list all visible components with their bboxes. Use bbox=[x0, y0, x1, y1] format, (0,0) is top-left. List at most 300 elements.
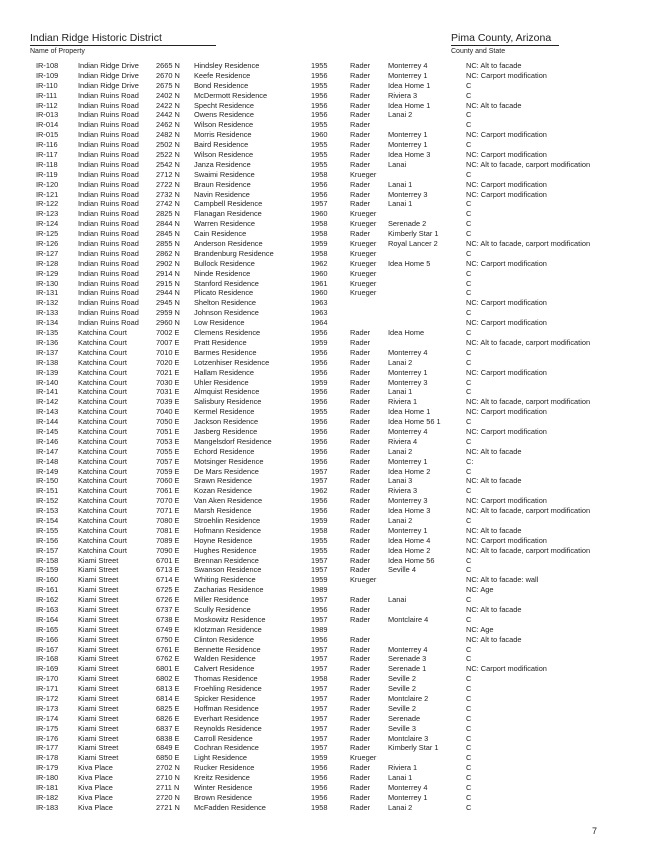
street-number: 7080 E bbox=[156, 515, 180, 525]
year-built: 1955 bbox=[311, 150, 328, 160]
property-id: IR-144 bbox=[36, 417, 59, 427]
property-name-cell: Salisbury Residence bbox=[194, 397, 262, 407]
model: Riviera 3 bbox=[388, 90, 418, 100]
property-name-cell: Jasberg Residence bbox=[194, 426, 258, 436]
builder: Rader bbox=[350, 150, 371, 160]
model: Riviera 4 bbox=[388, 436, 418, 446]
street-number: 7055 E bbox=[156, 446, 180, 456]
street-number: 7089 E bbox=[156, 535, 180, 545]
model: Lanai 1 bbox=[388, 179, 413, 189]
builder: Krueger bbox=[350, 239, 377, 249]
street: Indian Ruins Road bbox=[78, 308, 139, 318]
street: Katchina Court bbox=[78, 456, 127, 466]
contributing-status: C bbox=[466, 684, 472, 694]
street-number: 7020 E bbox=[156, 357, 180, 367]
street: Katchina Court bbox=[78, 545, 127, 555]
street-number: 2675 N bbox=[156, 80, 180, 90]
year-built: 1959 bbox=[311, 575, 328, 585]
property-name-cell: Zacharias Residence bbox=[194, 585, 264, 595]
property-name-cell: Baird Residence bbox=[194, 140, 249, 150]
contributing-status: C bbox=[466, 417, 472, 427]
model: Monterrey 1 bbox=[388, 367, 428, 377]
street: Indian Ruins Road bbox=[78, 159, 139, 169]
builder: Krueger bbox=[350, 219, 377, 229]
street-number: 7040 E bbox=[156, 407, 180, 417]
property-name-cell: Walden Residence bbox=[194, 654, 256, 664]
year-built: 1958 bbox=[311, 525, 328, 535]
property-name-cell: Rucker Residence bbox=[194, 763, 255, 773]
builder: Rader bbox=[350, 466, 371, 476]
property-id: IR-162 bbox=[36, 595, 59, 605]
model: Lanai 3 bbox=[388, 476, 413, 486]
contributing-status: NC: Carport modification bbox=[466, 258, 547, 268]
street-number: 6802 E bbox=[156, 674, 180, 684]
street-number: 6762 E bbox=[156, 654, 180, 664]
property-id: IR-015 bbox=[36, 130, 59, 140]
street: Kiami Street bbox=[78, 684, 119, 694]
year-built: 1989 bbox=[311, 624, 328, 634]
year-built: 1964 bbox=[311, 318, 328, 328]
contributing-status: C bbox=[466, 209, 472, 219]
property-id: IR-116 bbox=[36, 140, 58, 150]
property-header bbox=[30, 32, 216, 57]
property-id: IR-135 bbox=[36, 328, 59, 338]
property-id: IR-124 bbox=[36, 219, 59, 229]
year-built: 1957 bbox=[311, 703, 328, 713]
year-built: 1956 bbox=[311, 70, 328, 80]
property-id: IR-167 bbox=[36, 644, 59, 654]
model: Riviera 1 bbox=[388, 397, 418, 407]
model: Montclaire 3 bbox=[388, 733, 429, 743]
contributing-status: NC: Carport modification bbox=[466, 179, 547, 189]
contributing-status: C bbox=[466, 723, 472, 733]
street-number: 6825 E bbox=[156, 703, 180, 713]
model: Lanai bbox=[388, 595, 407, 605]
property-id: IR-179 bbox=[36, 763, 59, 773]
builder: Rader bbox=[350, 229, 371, 239]
year-built: 1962 bbox=[311, 486, 328, 496]
property-id: IR-132 bbox=[36, 298, 59, 308]
street-number: 2665 N bbox=[156, 61, 180, 70]
street: Kiami Street bbox=[78, 575, 119, 585]
street-number: 2442 N bbox=[156, 110, 180, 120]
builder: Krueger bbox=[350, 258, 377, 268]
street: Indian Ruins Road bbox=[78, 229, 139, 239]
contributing-status: NC: Alt to facade bbox=[466, 100, 522, 110]
county-state-label: County and State bbox=[451, 48, 506, 55]
model: Monterrey 1 bbox=[388, 456, 428, 466]
property-name-cell: Barmes Residence bbox=[194, 347, 257, 357]
model: Idea Home 2 bbox=[388, 545, 431, 555]
builder: Rader bbox=[350, 604, 371, 614]
model: Idea Home 5 bbox=[388, 258, 431, 268]
year-built: 1956 bbox=[311, 792, 328, 802]
builder: Rader bbox=[350, 130, 371, 140]
street: Kiami Street bbox=[78, 624, 119, 634]
street-number: 2422 N bbox=[156, 100, 180, 110]
contributing-status: C bbox=[466, 703, 472, 713]
model: Idea Home 3 bbox=[388, 506, 431, 516]
property-name-cell: Moskowitz Residence bbox=[194, 614, 266, 624]
year-built: 1956 bbox=[311, 387, 328, 397]
street: Indian Ruins Road bbox=[78, 258, 139, 268]
builder: Rader bbox=[350, 555, 371, 565]
contributing-status: NC: Alt to facade, carport modification bbox=[466, 239, 591, 249]
street-number: 2722 N bbox=[156, 179, 180, 189]
year-built: 1956 bbox=[311, 417, 328, 427]
year-built: 1957 bbox=[311, 565, 328, 575]
street: Indian Ruins Road bbox=[78, 130, 139, 140]
property-id: IR-175 bbox=[36, 723, 59, 733]
year-built: 1956 bbox=[311, 179, 328, 189]
property-name-cell: Klotzman Residence bbox=[194, 624, 262, 634]
model: Lanai 1 bbox=[388, 773, 413, 783]
street: Katchina Court bbox=[78, 466, 127, 476]
street-number: 2721 N bbox=[156, 802, 180, 812]
property-id: IR-169 bbox=[36, 664, 59, 674]
contributing-status: NC: Alt to facade bbox=[466, 525, 522, 535]
builder: Rader bbox=[350, 140, 371, 150]
contributing-status: C bbox=[466, 436, 472, 446]
contributing-status: C bbox=[466, 466, 472, 476]
property-id: IR-108 bbox=[36, 61, 59, 70]
model: Monterrey 4 bbox=[388, 644, 428, 654]
contributing-status: C bbox=[466, 80, 472, 90]
street-number: 6801 E bbox=[156, 664, 180, 674]
builder: Rader bbox=[350, 486, 371, 496]
year-built: 1956 bbox=[311, 634, 328, 644]
page-number: 7 bbox=[592, 826, 598, 836]
contributing-status: NC: Alt to facade bbox=[466, 604, 522, 614]
street-number: 2742 N bbox=[156, 199, 180, 209]
model: Montclaire 2 bbox=[388, 694, 429, 703]
property-id: IR-129 bbox=[36, 268, 59, 278]
model: Monterrey 3 bbox=[388, 496, 428, 506]
street: Katchina Court bbox=[78, 426, 127, 436]
street-number: 6713 E bbox=[156, 565, 180, 575]
street-number: 6701 E bbox=[156, 555, 180, 565]
street-number: 2522 N bbox=[156, 150, 180, 160]
year-built: 1960 bbox=[311, 268, 328, 278]
contributing-status: C bbox=[466, 308, 472, 318]
year-built: 1989 bbox=[311, 585, 328, 595]
year-built: 1959 bbox=[311, 753, 328, 763]
street-number: 7031 E bbox=[156, 387, 180, 397]
year-built: 1960 bbox=[311, 288, 328, 298]
contributing-status: NC: Age bbox=[466, 624, 494, 634]
builder: Krueger bbox=[350, 209, 377, 219]
property-name-cell: Marsh Residence bbox=[194, 506, 252, 516]
year-built: 1955 bbox=[311, 407, 328, 417]
property-id: IR-142 bbox=[36, 397, 59, 407]
year-built: 1957 bbox=[311, 684, 328, 694]
contributing-status: NC: Alt to facade bbox=[466, 634, 522, 644]
street-number: 2720 N bbox=[156, 792, 180, 802]
street-number: 2915 N bbox=[156, 278, 180, 288]
property-name-cell: Kreitz Residence bbox=[194, 773, 250, 783]
property-id: IR-126 bbox=[36, 239, 59, 249]
model: Idea Home 1 bbox=[388, 100, 431, 110]
builder: Rader bbox=[350, 476, 371, 486]
street: Kiami Street bbox=[78, 713, 119, 723]
builder: Krueger bbox=[350, 248, 377, 258]
street: Katchina Court bbox=[78, 367, 127, 377]
street-number: 6813 E bbox=[156, 684, 180, 694]
property-id: IR-130 bbox=[36, 278, 59, 288]
property-id: IR-161 bbox=[36, 585, 59, 595]
street-number: 6749 E bbox=[156, 624, 180, 634]
builder: Rader bbox=[350, 110, 371, 120]
contributing-status: NC: Alt to facade, carport modification bbox=[466, 337, 591, 347]
property-name-cell: Winter Residence bbox=[194, 783, 253, 793]
year-built: 1956 bbox=[311, 110, 328, 120]
contributing-status: C: bbox=[466, 456, 474, 466]
street-number: 2844 N bbox=[156, 219, 180, 229]
street-number: 6826 E bbox=[156, 713, 180, 723]
model: Seville 2 bbox=[388, 674, 416, 684]
street: Kiami Street bbox=[78, 674, 119, 684]
year-built: 1956 bbox=[311, 456, 328, 466]
street: Kiva Place bbox=[78, 783, 113, 793]
street-number: 2502 N bbox=[156, 140, 180, 150]
year-built: 1957 bbox=[311, 713, 328, 723]
builder: Rader bbox=[350, 644, 371, 654]
year-built: 1963 bbox=[311, 298, 328, 308]
contributing-status: C bbox=[466, 248, 472, 258]
model: Monterrey 4 bbox=[388, 347, 428, 357]
property-name-cell: Hughes Residence bbox=[194, 545, 257, 555]
street: Indian Ruins Road bbox=[78, 179, 139, 189]
builder: Krueger bbox=[350, 288, 377, 298]
property-name-cell: Cain Residence bbox=[194, 229, 247, 239]
model: Idea Home 3 bbox=[388, 150, 431, 160]
property-id: IR-152 bbox=[36, 496, 59, 506]
year-built: 1955 bbox=[311, 545, 328, 555]
builder: Rader bbox=[350, 387, 371, 397]
street-number: 2712 N bbox=[156, 169, 180, 179]
property-id: IR-151 bbox=[36, 486, 59, 496]
model: Lanai 2 bbox=[388, 446, 413, 456]
contributing-status: C bbox=[466, 802, 472, 812]
builder: Rader bbox=[350, 397, 371, 407]
property-id: IR-177 bbox=[36, 743, 59, 753]
contributing-status: C bbox=[466, 654, 472, 664]
builder: Rader bbox=[350, 426, 371, 436]
street-number: 6725 E bbox=[156, 585, 180, 595]
street-number: 7070 E bbox=[156, 496, 180, 506]
contributing-status: C bbox=[466, 753, 472, 763]
property-id: IR-168 bbox=[36, 654, 59, 664]
model: Idea Home 56 bbox=[388, 555, 435, 565]
model: Lanai 2 bbox=[388, 357, 413, 367]
builder: Rader bbox=[350, 773, 371, 783]
street-number: 7010 E bbox=[156, 347, 180, 357]
builder: Rader bbox=[350, 328, 371, 338]
property-id: IR-141 bbox=[36, 387, 59, 397]
contributing-status: NC: Alt to facade, carport modification bbox=[466, 159, 591, 169]
contributing-status: C bbox=[466, 387, 472, 397]
model: Seville 2 bbox=[388, 703, 416, 713]
street-number: 7002 E bbox=[156, 328, 180, 338]
year-built: 1959 bbox=[311, 239, 328, 249]
street-number: 6761 E bbox=[156, 644, 180, 654]
street-number: 7007 E bbox=[156, 337, 180, 347]
property-id: IR-134 bbox=[36, 318, 59, 328]
street-number: 2959 N bbox=[156, 308, 180, 318]
street: Indian Ruins Road bbox=[78, 150, 139, 160]
year-built: 1956 bbox=[311, 783, 328, 793]
property-id: IR-118 bbox=[36, 159, 58, 169]
year-built: 1957 bbox=[311, 199, 328, 209]
model: Monterrey 4 bbox=[388, 426, 428, 436]
contributing-status: C bbox=[466, 792, 472, 802]
street-number: 6714 E bbox=[156, 575, 180, 585]
builder: Rader bbox=[350, 713, 371, 723]
street: Katchina Court bbox=[78, 357, 127, 367]
contributing-status: C bbox=[466, 169, 472, 179]
county-header bbox=[451, 32, 559, 57]
contributing-status: C bbox=[466, 565, 472, 575]
builder: Rader bbox=[350, 61, 371, 70]
street-number: 7030 E bbox=[156, 377, 180, 387]
property-name-cell: Whiting Residence bbox=[194, 575, 256, 585]
year-built: 1956 bbox=[311, 189, 328, 199]
property-name-cell: Kermel Residence bbox=[194, 407, 255, 417]
property-name-cell: Hindsley Residence bbox=[194, 61, 260, 70]
contributing-status: C bbox=[466, 674, 472, 684]
builder: Rader bbox=[350, 446, 371, 456]
builder: Rader bbox=[350, 723, 371, 733]
builder: Rader bbox=[350, 347, 371, 357]
property-name-cell: Calvert Residence bbox=[194, 664, 255, 674]
property-name-cell: Wilson Residence bbox=[194, 150, 254, 160]
street: Indian Ruins Road bbox=[78, 169, 139, 179]
property-name-cell: Hallam Residence bbox=[194, 367, 254, 377]
property-id: IR-112 bbox=[36, 100, 58, 110]
property-name-cell: Brennan Residence bbox=[194, 555, 259, 565]
street: Kiami Street bbox=[78, 565, 119, 575]
year-built: 1955 bbox=[311, 159, 328, 169]
year-built: 1957 bbox=[311, 694, 328, 703]
street-number: 7060 E bbox=[156, 476, 180, 486]
property-name-cell: Bullock Residence bbox=[194, 258, 255, 268]
builder: Rader bbox=[350, 179, 371, 189]
builder: Rader bbox=[350, 743, 371, 753]
property-name-cell: Stroehlin Residence bbox=[194, 515, 261, 525]
year-built: 1960 bbox=[311, 209, 328, 219]
property-name-cell: Low Residence bbox=[194, 318, 245, 328]
builder: Rader bbox=[350, 802, 371, 812]
street-number: 7059 E bbox=[156, 466, 180, 476]
property-id: IR-163 bbox=[36, 604, 59, 614]
street: Kiami Street bbox=[78, 703, 119, 713]
builder: Rader bbox=[350, 357, 371, 367]
street-number: 2402 N bbox=[156, 90, 180, 100]
property-name-cell: Plicato Residence bbox=[194, 288, 254, 298]
property-id: IR-127 bbox=[36, 248, 59, 258]
property-id: IR-170 bbox=[36, 674, 59, 684]
builder: Krueger bbox=[350, 268, 377, 278]
property-name: Indian Ridge Historic District bbox=[30, 32, 216, 46]
property-id: IR-153 bbox=[36, 506, 59, 516]
builder: Rader bbox=[350, 159, 371, 169]
street: Katchina Court bbox=[78, 535, 127, 545]
model: Idea Home 1 bbox=[388, 407, 431, 417]
property-id: IR-119 bbox=[36, 169, 58, 179]
property-name-cell: Swaimi Residence bbox=[194, 169, 255, 179]
property-id: IR-173 bbox=[36, 703, 59, 713]
street-number: 7039 E bbox=[156, 397, 180, 407]
property-id: IR-147 bbox=[36, 446, 59, 456]
property-name-cell: Hoyne Residence bbox=[194, 535, 253, 545]
street: Katchina Court bbox=[78, 506, 127, 516]
property-name-cell: Lotzenhiser Residence bbox=[194, 357, 270, 367]
year-built: 1957 bbox=[311, 644, 328, 654]
contributing-status: C bbox=[466, 763, 472, 773]
property-id: IR-149 bbox=[36, 466, 59, 476]
year-built: 1957 bbox=[311, 723, 328, 733]
contributing-status: NC: Carport modification bbox=[466, 535, 547, 545]
property-id: IR-180 bbox=[36, 773, 59, 783]
contributing-status: C bbox=[466, 783, 472, 793]
year-built: 1958 bbox=[311, 674, 328, 684]
contributing-status: NC: Carport modification bbox=[466, 189, 547, 199]
property-id: IR-148 bbox=[36, 456, 59, 466]
street: Indian Ruins Road bbox=[78, 110, 139, 120]
street: Katchina Court bbox=[78, 446, 127, 456]
property-id: IR-137 bbox=[36, 347, 59, 357]
year-built: 1956 bbox=[311, 506, 328, 516]
street-number: 6750 E bbox=[156, 634, 180, 644]
contributing-status: NC: Carport modification bbox=[466, 70, 547, 80]
contributing-status: C bbox=[466, 278, 472, 288]
property-name-cell: Spicker Residence bbox=[194, 694, 256, 703]
year-built: 1955 bbox=[311, 140, 328, 150]
builder: Rader bbox=[350, 733, 371, 743]
model: Monterrey 4 bbox=[388, 783, 428, 793]
model: Serenade 1 bbox=[388, 664, 427, 674]
builder: Rader bbox=[350, 694, 371, 703]
model: Lanai 2 bbox=[388, 515, 413, 525]
year-built: 1957 bbox=[311, 664, 328, 674]
property-name-cell: Almquist Residence bbox=[194, 387, 260, 397]
property-id: IR-111 bbox=[36, 90, 58, 100]
builder: Rader bbox=[350, 684, 371, 694]
contributing-status: C bbox=[466, 199, 472, 209]
property-name-cell: Anderson Residence bbox=[194, 239, 263, 249]
street: Indian Ruins Road bbox=[78, 239, 139, 249]
builder: Rader bbox=[350, 515, 371, 525]
street: Katchina Court bbox=[78, 347, 127, 357]
builder: Rader bbox=[350, 189, 371, 199]
property-name-cell: Echord Residence bbox=[194, 446, 255, 456]
year-built: 1959 bbox=[311, 377, 328, 387]
property-name-cell: Swanson Residence bbox=[194, 565, 262, 575]
street: Indian Ruins Road bbox=[78, 120, 139, 130]
street-number: 2855 N bbox=[156, 239, 180, 249]
model: Monterrey 1 bbox=[388, 792, 428, 802]
property-name-cell: Uhler Residence bbox=[194, 377, 249, 387]
model: Idea Home 1 bbox=[388, 80, 431, 90]
contributing-status: C bbox=[466, 229, 472, 239]
builder: Rader bbox=[350, 535, 371, 545]
model: Serenade 2 bbox=[388, 219, 427, 229]
contributing-status: C bbox=[466, 515, 472, 525]
builder: Krueger bbox=[350, 575, 377, 585]
year-built: 1957 bbox=[311, 595, 328, 605]
builder: Rader bbox=[350, 545, 371, 555]
street-number: 6737 E bbox=[156, 604, 180, 614]
